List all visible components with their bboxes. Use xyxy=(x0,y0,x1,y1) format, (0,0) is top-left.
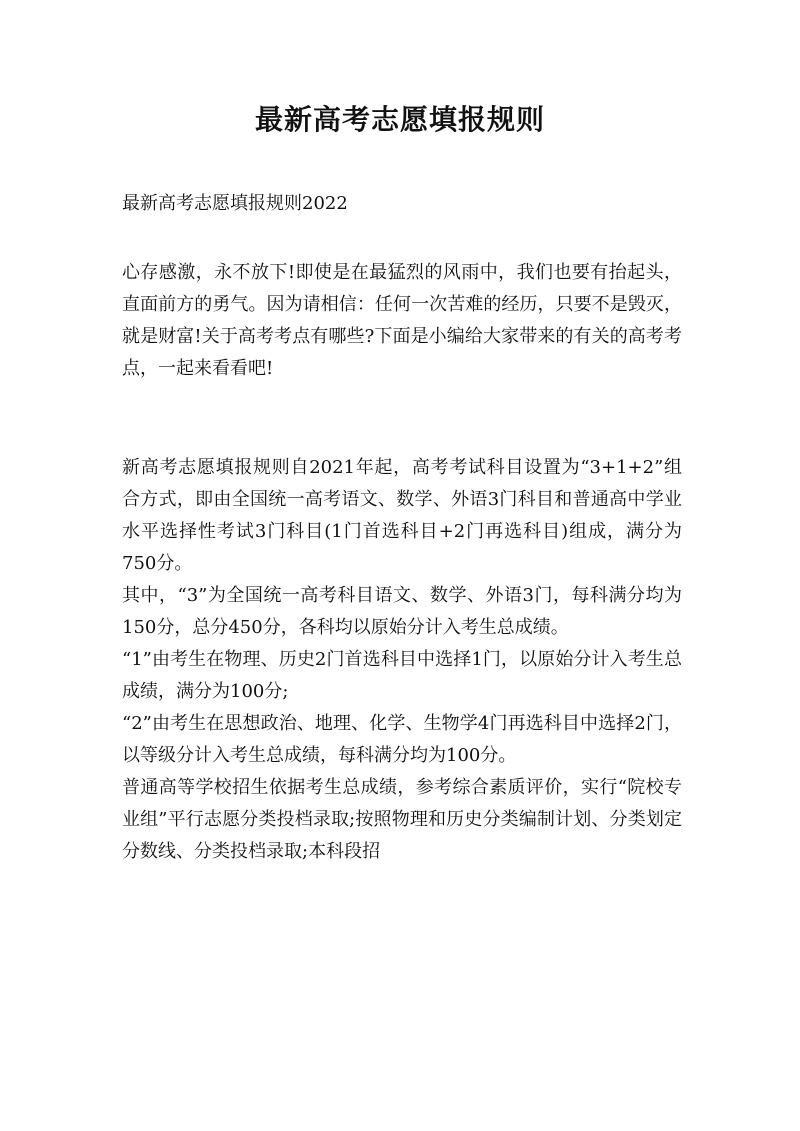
intro-section xyxy=(122,257,682,385)
rules-paragraph: “2”由考生在思想政治、地理、化学、生物学4门再选科目中选择2门，以等级分计入考生总成绩，每科满分均为100分。 xyxy=(122,713,682,766)
rules-paragraph: 新高考志愿填报规则自2021年起，高考考试科目设置为“3+1+2”组合方式，即由全国统一高考语文、数学、外语3门科目和普通高中学业水平选择性考试3门科目(1门首选科目+2门再选科目)组成，满分为750分。 xyxy=(122,457,682,574)
rules-paragraph: 其中，“3”为全国统一高考科目语文、数学、外语3门，每科满分均为150分，总分450分，各科均以原始分计入考生总成绩。 xyxy=(122,585,682,638)
intro-paragraph: 心存感激，永不放下!即使是在最猛烈的风雨中，我们也要有抬起头，直面前方的勇气。因为请相信：任何一次苦难的经历，只要不是毁灭，就是财富!关于高考考点有哪些?下面是小编给大家带来的有关的高考考点，一起来看看吧! xyxy=(122,262,682,379)
rules-paragraph: 普通高等学校招生依据考生总成绩，参考综合素质评价，实行“院校专业组”平行志愿分类投档录取;按照物理和历史分类编制计划、分类划定分数线、分类投档录取;本科段招 xyxy=(122,777,682,862)
rules-section xyxy=(122,452,682,868)
page-title: 最新高考志愿填报规则 xyxy=(254,103,545,136)
rules-paragraph: “1”由考生在物理、历史2门首选科目中选择1门，以原始分计入考生总成绩，满分为100分; xyxy=(122,649,682,702)
document-subtitle: 最新高考志愿填报规则2022 xyxy=(122,193,348,214)
